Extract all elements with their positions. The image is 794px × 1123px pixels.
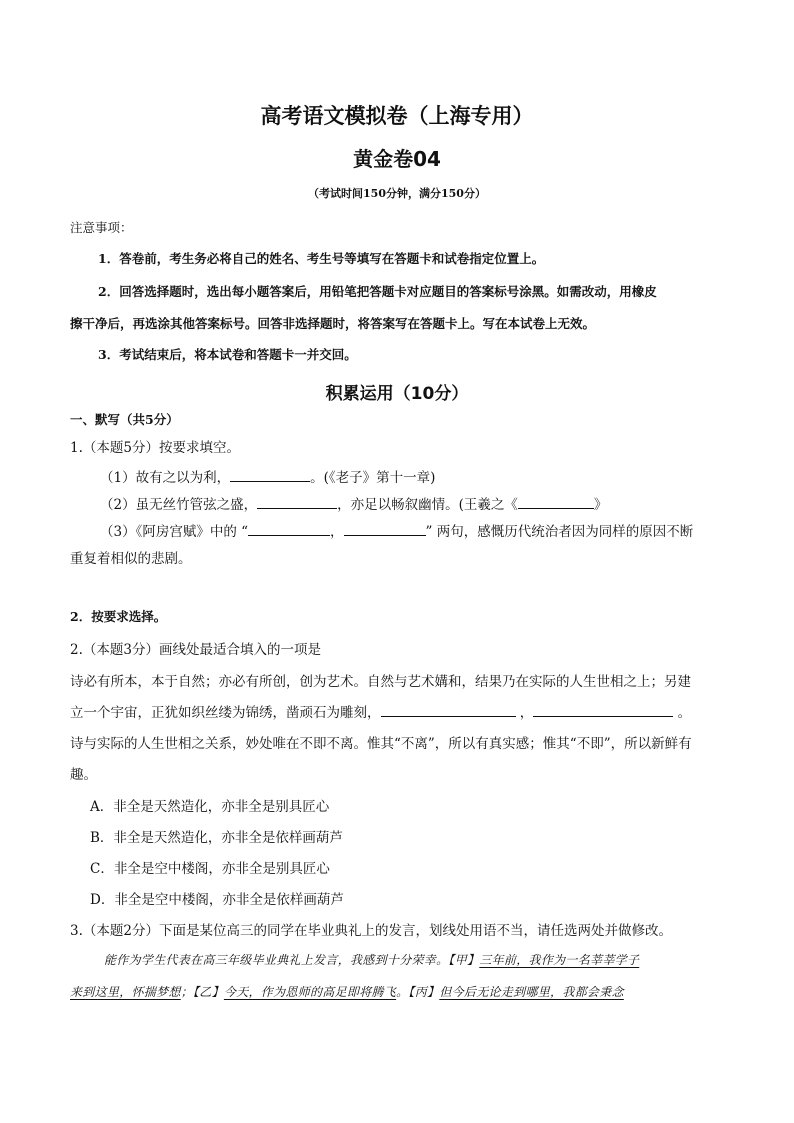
q2-passage-line-3: 诗与实际的人生世相之关系，妙处唯在不即不离。惟其“不离”，所以有真实感；惟其“不即”，所以新鲜有 xyxy=(70,736,692,752)
q2-option-c[interactable]: C．非全是空中楼阁，亦非全是别具匠心 xyxy=(90,861,330,877)
q2-option-d[interactable]: D．非全是空中楼阁，亦非全是依样画葫芦 xyxy=(90,892,344,908)
exam-title: 高考语文模拟卷（上海专用） xyxy=(260,104,534,128)
answer-blank[interactable] xyxy=(518,496,594,509)
notice-label: 注意事项： xyxy=(70,220,133,235)
underlined-phrase-bing: 但今后无论走到哪里，我都会秉念 xyxy=(439,985,624,999)
q1-item-2: （2）虽无丝竹管弦之盛， ，亦足以畅叙幽情。(王羲之《 》 xyxy=(100,497,608,513)
exam-subtitle: 黄金卷04 xyxy=(353,147,441,171)
notice-item-3: 3．考试结束后，将本试卷和答题卡一并交回。 xyxy=(98,347,357,362)
q2-passage-line-4: 趣。 xyxy=(70,767,97,783)
notice-item-1: 1．答卷前，考生务必将自己的姓名、考生号等填写在答题卡和试卷指定位置上。 xyxy=(98,251,545,266)
q1-item-3: （3）《阿房宫赋》中的 “ ， ” 两句，感慨历代统治者因为同样的原因不断 xyxy=(100,524,694,540)
underlined-phrase-yi: 今天，作为恩师的高足即将腾飞 xyxy=(223,985,397,999)
answer-blank[interactable] xyxy=(230,469,310,482)
q1-item-1: （1）故有之以为利， 。(《老子》第十一章) xyxy=(100,470,436,486)
q3-speech-line-1: 能作为学生代表在高三年级毕业典礼上发言，我感到十分荣幸。【甲】三年前，我作为一名莘莘学子 xyxy=(104,953,640,967)
q2-option-a[interactable]: A．非全是天然造化，亦非全是别具匠心 xyxy=(90,799,330,815)
part2-heading: 2．按要求选择。 xyxy=(70,609,167,624)
q2-passage-line-2: 立一个宇宙，正犹如织丝缕为锦绣，凿顽石为雕刻， ， 。 xyxy=(70,705,692,721)
answer-blank[interactable] xyxy=(344,523,426,536)
q3-speech-line-2: 来到这里，怀揣梦想；【乙】今天，作为恩师的高足即将腾飞。【丙】但今后无论走到哪里，我都会秉念 xyxy=(70,985,624,999)
q2-passage-line-1: 诗必有所本，本于自然；亦必有所创，创为艺术。自然与艺术媾和，结果乃在实际的人生世相之上；另建 xyxy=(70,674,691,690)
section-title: 积累运用（10分） xyxy=(325,384,469,404)
answer-blank[interactable] xyxy=(533,704,673,717)
q1-stem: 1.（本题5分）按要求填空。 xyxy=(70,440,240,456)
underlined-phrase-jia: 三年前，我作为一名莘莘学子 xyxy=(479,953,640,967)
exam-meta: （考试时间150分钟，满分150分） xyxy=(308,187,486,200)
notice-item-2a: 2．回答选择题时，选出每小题答案后，用铅笔把答题卡对应题目的答案标号涂黑。如需改动，用橡皮 xyxy=(98,284,657,299)
answer-blank[interactable] xyxy=(257,496,337,509)
notice-item-2b: 擦干净后，再选涂其他答案标号。回答非选择题时，将答案写在答题卡上。写在本试卷上无效。 xyxy=(70,316,596,331)
q3-stem: 3.（本题2分）下面是某位高三的同学在毕业典礼上的发言，划线处用语不当，请任选两处并做修改。 xyxy=(70,923,672,939)
answer-blank[interactable] xyxy=(248,523,330,536)
part1-heading: 一、默写（共5分） xyxy=(70,412,179,427)
underlined-phrase-jia-end: 来到这里，怀揣梦想 xyxy=(70,985,181,999)
answer-blank[interactable] xyxy=(381,704,516,717)
q1-item-3-cont: 重复着相似的悲剧。 xyxy=(70,551,192,567)
q2-option-b[interactable]: B．非全是天然造化，亦非全是依样画葫芦 xyxy=(90,830,343,846)
q2-stem: 2.（本题3分）画线处最适合填入的一项是 xyxy=(70,642,321,658)
